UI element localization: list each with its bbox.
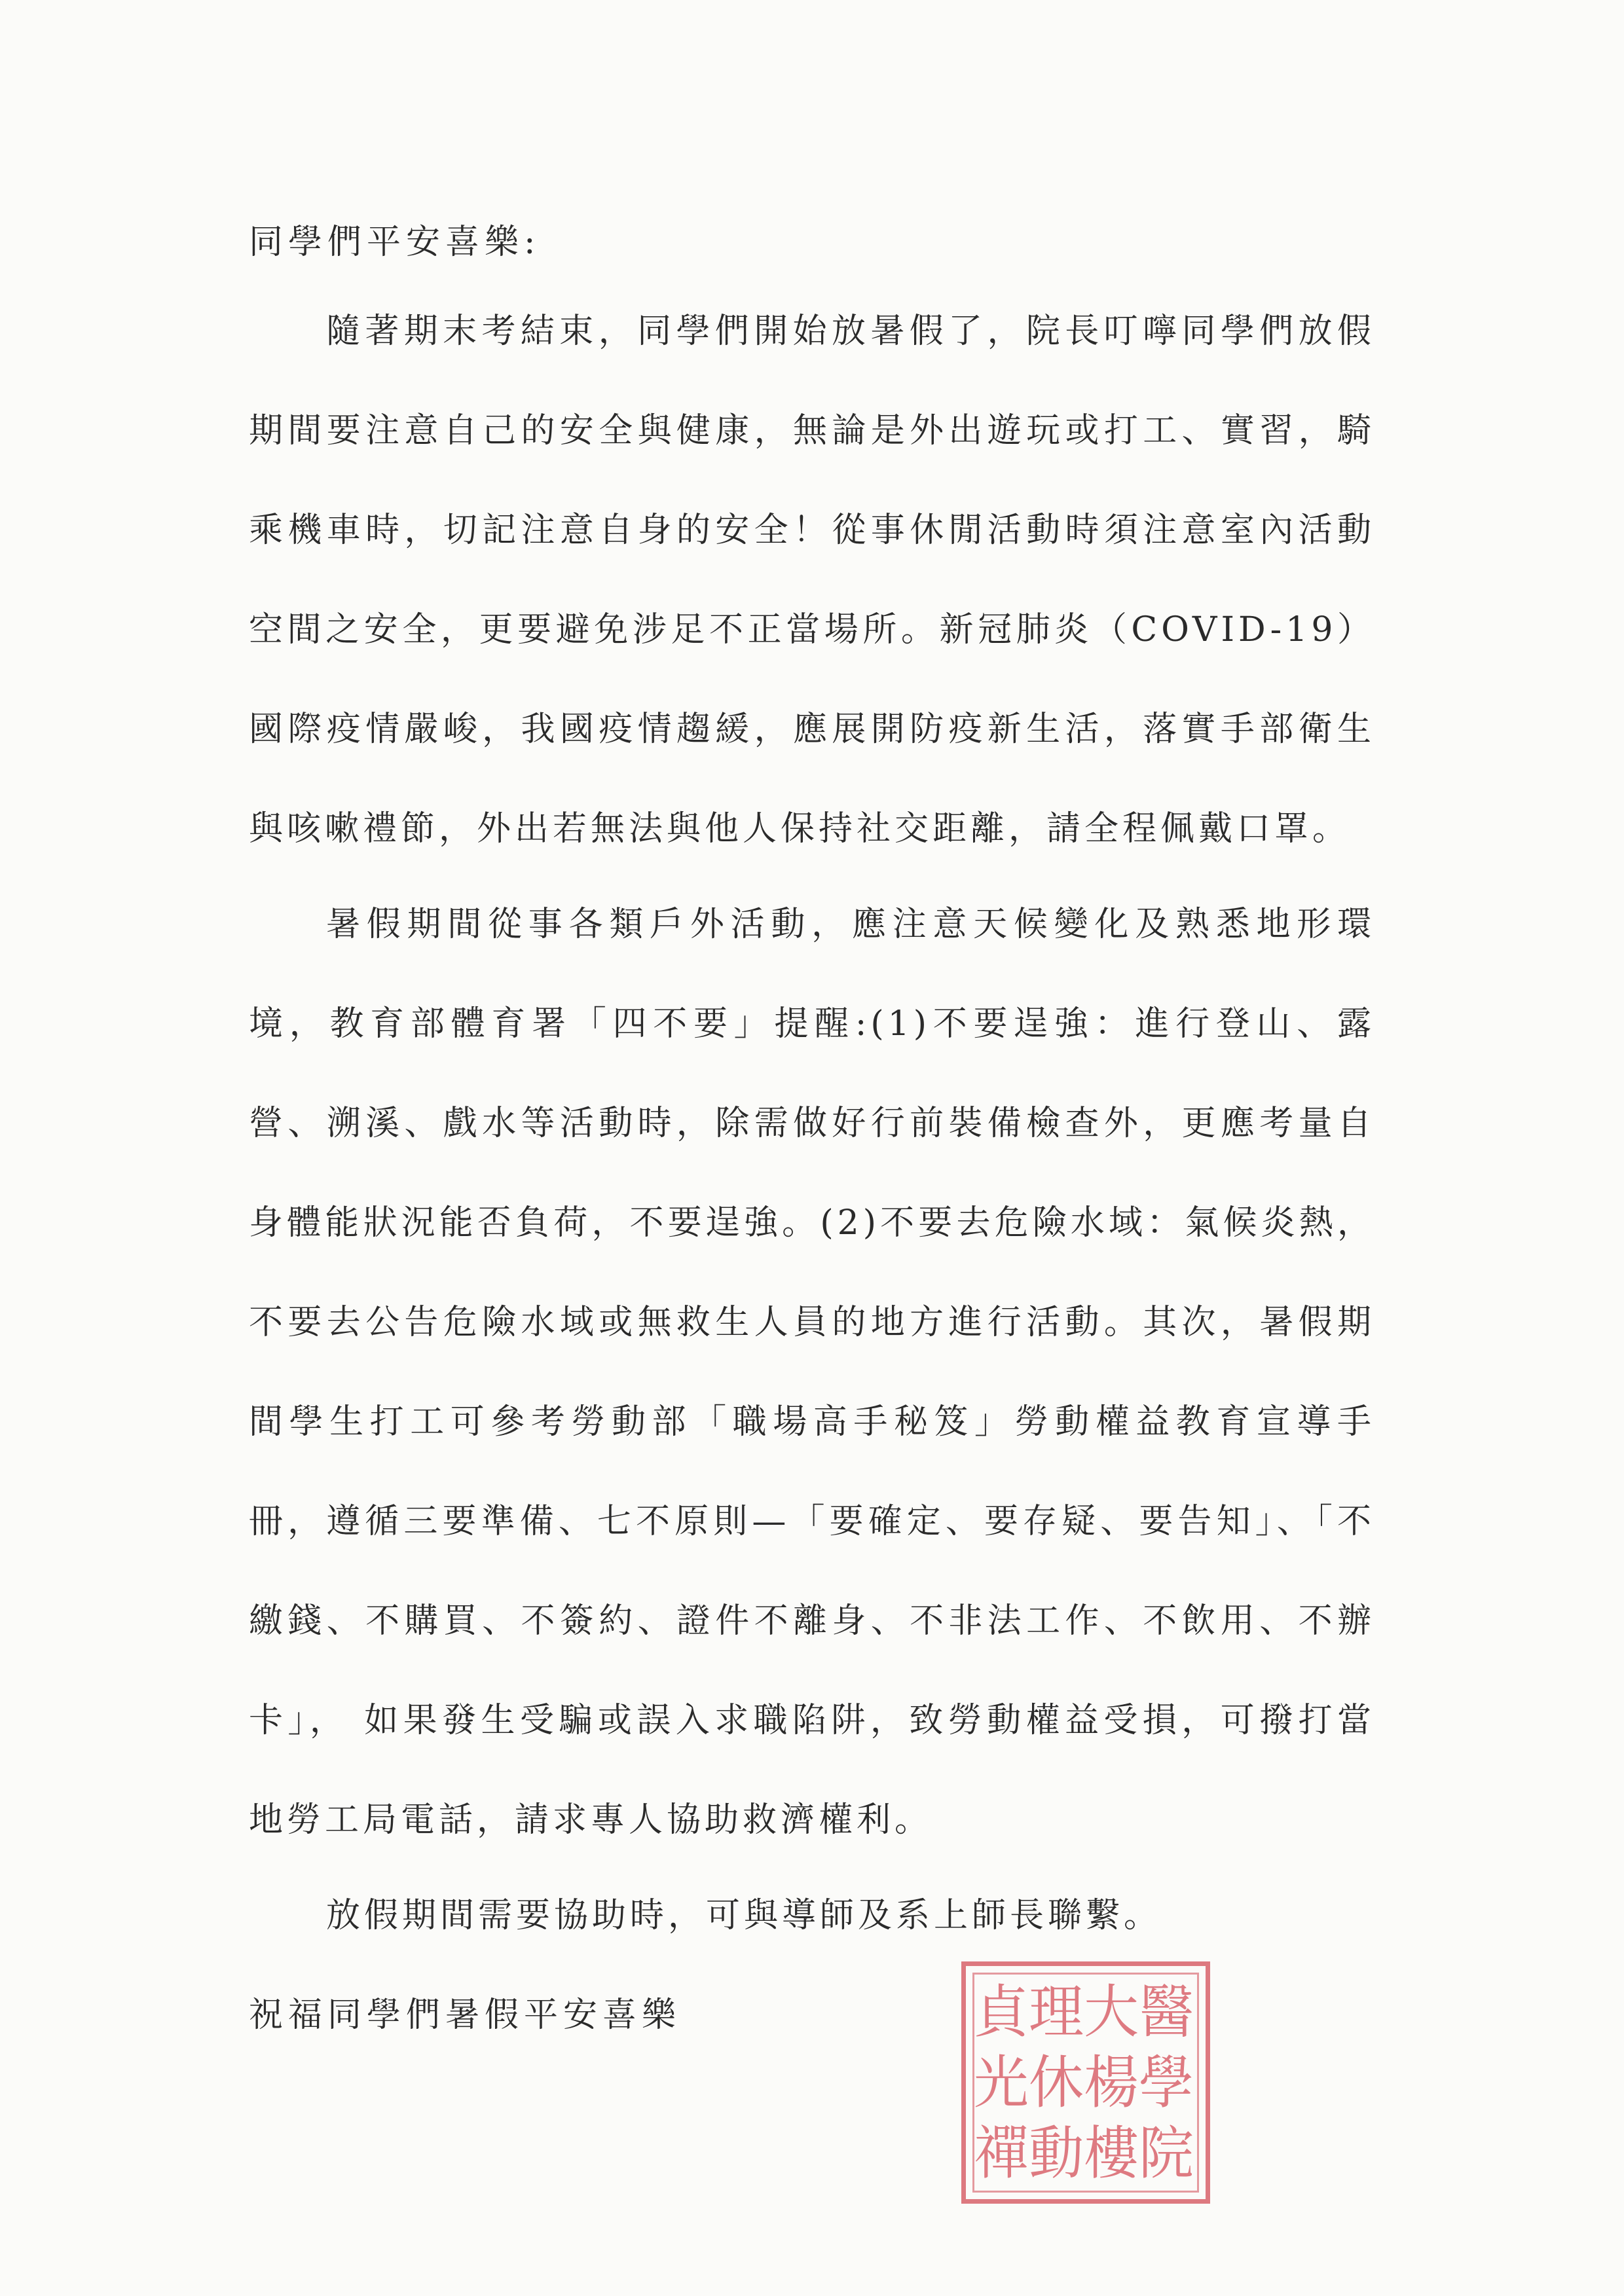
closing-line: 祝福同學們暑假平安喜樂 (249, 1995, 682, 2035)
seal-char: 休 (1028, 2049, 1084, 2117)
seal-char: 貞 (973, 1978, 1029, 2046)
red-seal-stamp (961, 1961, 1210, 2204)
seal-char: 楊 (1083, 2049, 1139, 2117)
paragraph-outdoor-activities: 暑假期間從事各類戶外活動，應注意天候變化及熟悉地形環境，教育部體育署「四不要」提醒:(1)不要逞強：進行登山、露營、溯溪、戲水等活動時，除需做好行前裝備檢查外，更應考量自身體能狀況能否負荷，不要逞強。(2)不要去危險水域：氣候炎熱，不要去公告危險水域或無救生人員的地方進行活動。其次，暑假期間學生打工可參考勞動部「職場高手秘笈」勞動權益教育宣導手冊，遵循三要準備、七不原則—「要確定、要存疑、要告知」、「不繳錢、不購買、不簽約、證件不離身、不非法工作、不飲用、不辦卡」， 如果發生受騙或誤入求職陷阱，致勞動權益受損，可撥打當地勞工局電話，請求專人協助救濟權利。 (249, 905, 1375, 1840)
seal-char: 禪 (973, 2119, 1029, 2187)
paragraph-contact: 放假期間需要協助時，可與導師及系上師長聯繫。 (326, 1896, 1162, 1935)
seal-char: 學 (1138, 2049, 1194, 2117)
paragraph-safety: 隨著期末考結束，同學們開始放暑假了，院長叮嚀同學們放假期間要注意自己的安全與健康，無論是外出遊玩或打工、實習，騎乘機車時，切記注意自身的安全！從事休閒活動時須注意室內活動空間之安全，更要避免涉足不正當場所。新冠肺炎（COVID-19）國際疫情嚴峻，我國疫情趨緩，應展開防疫新生活，落實手部衛生與咳嗽禮節，外出若無法與他人保持社交距離，請全程佩戴口罩。 (249, 312, 1375, 848)
seal-char: 院 (1138, 2119, 1194, 2187)
seal-char: 樓 (1083, 2119, 1139, 2187)
seal-char: 醫 (1138, 1978, 1194, 2046)
salutation: 同學們平安喜樂: (249, 223, 541, 262)
seal-char: 動 (1028, 2119, 1084, 2187)
seal-char: 理 (1028, 1978, 1084, 2046)
seal-characters (973, 1977, 1194, 2189)
seal-char: 光 (973, 2049, 1029, 2117)
seal-char: 大 (1083, 1978, 1139, 2046)
letter-body (249, 216, 1375, 2075)
